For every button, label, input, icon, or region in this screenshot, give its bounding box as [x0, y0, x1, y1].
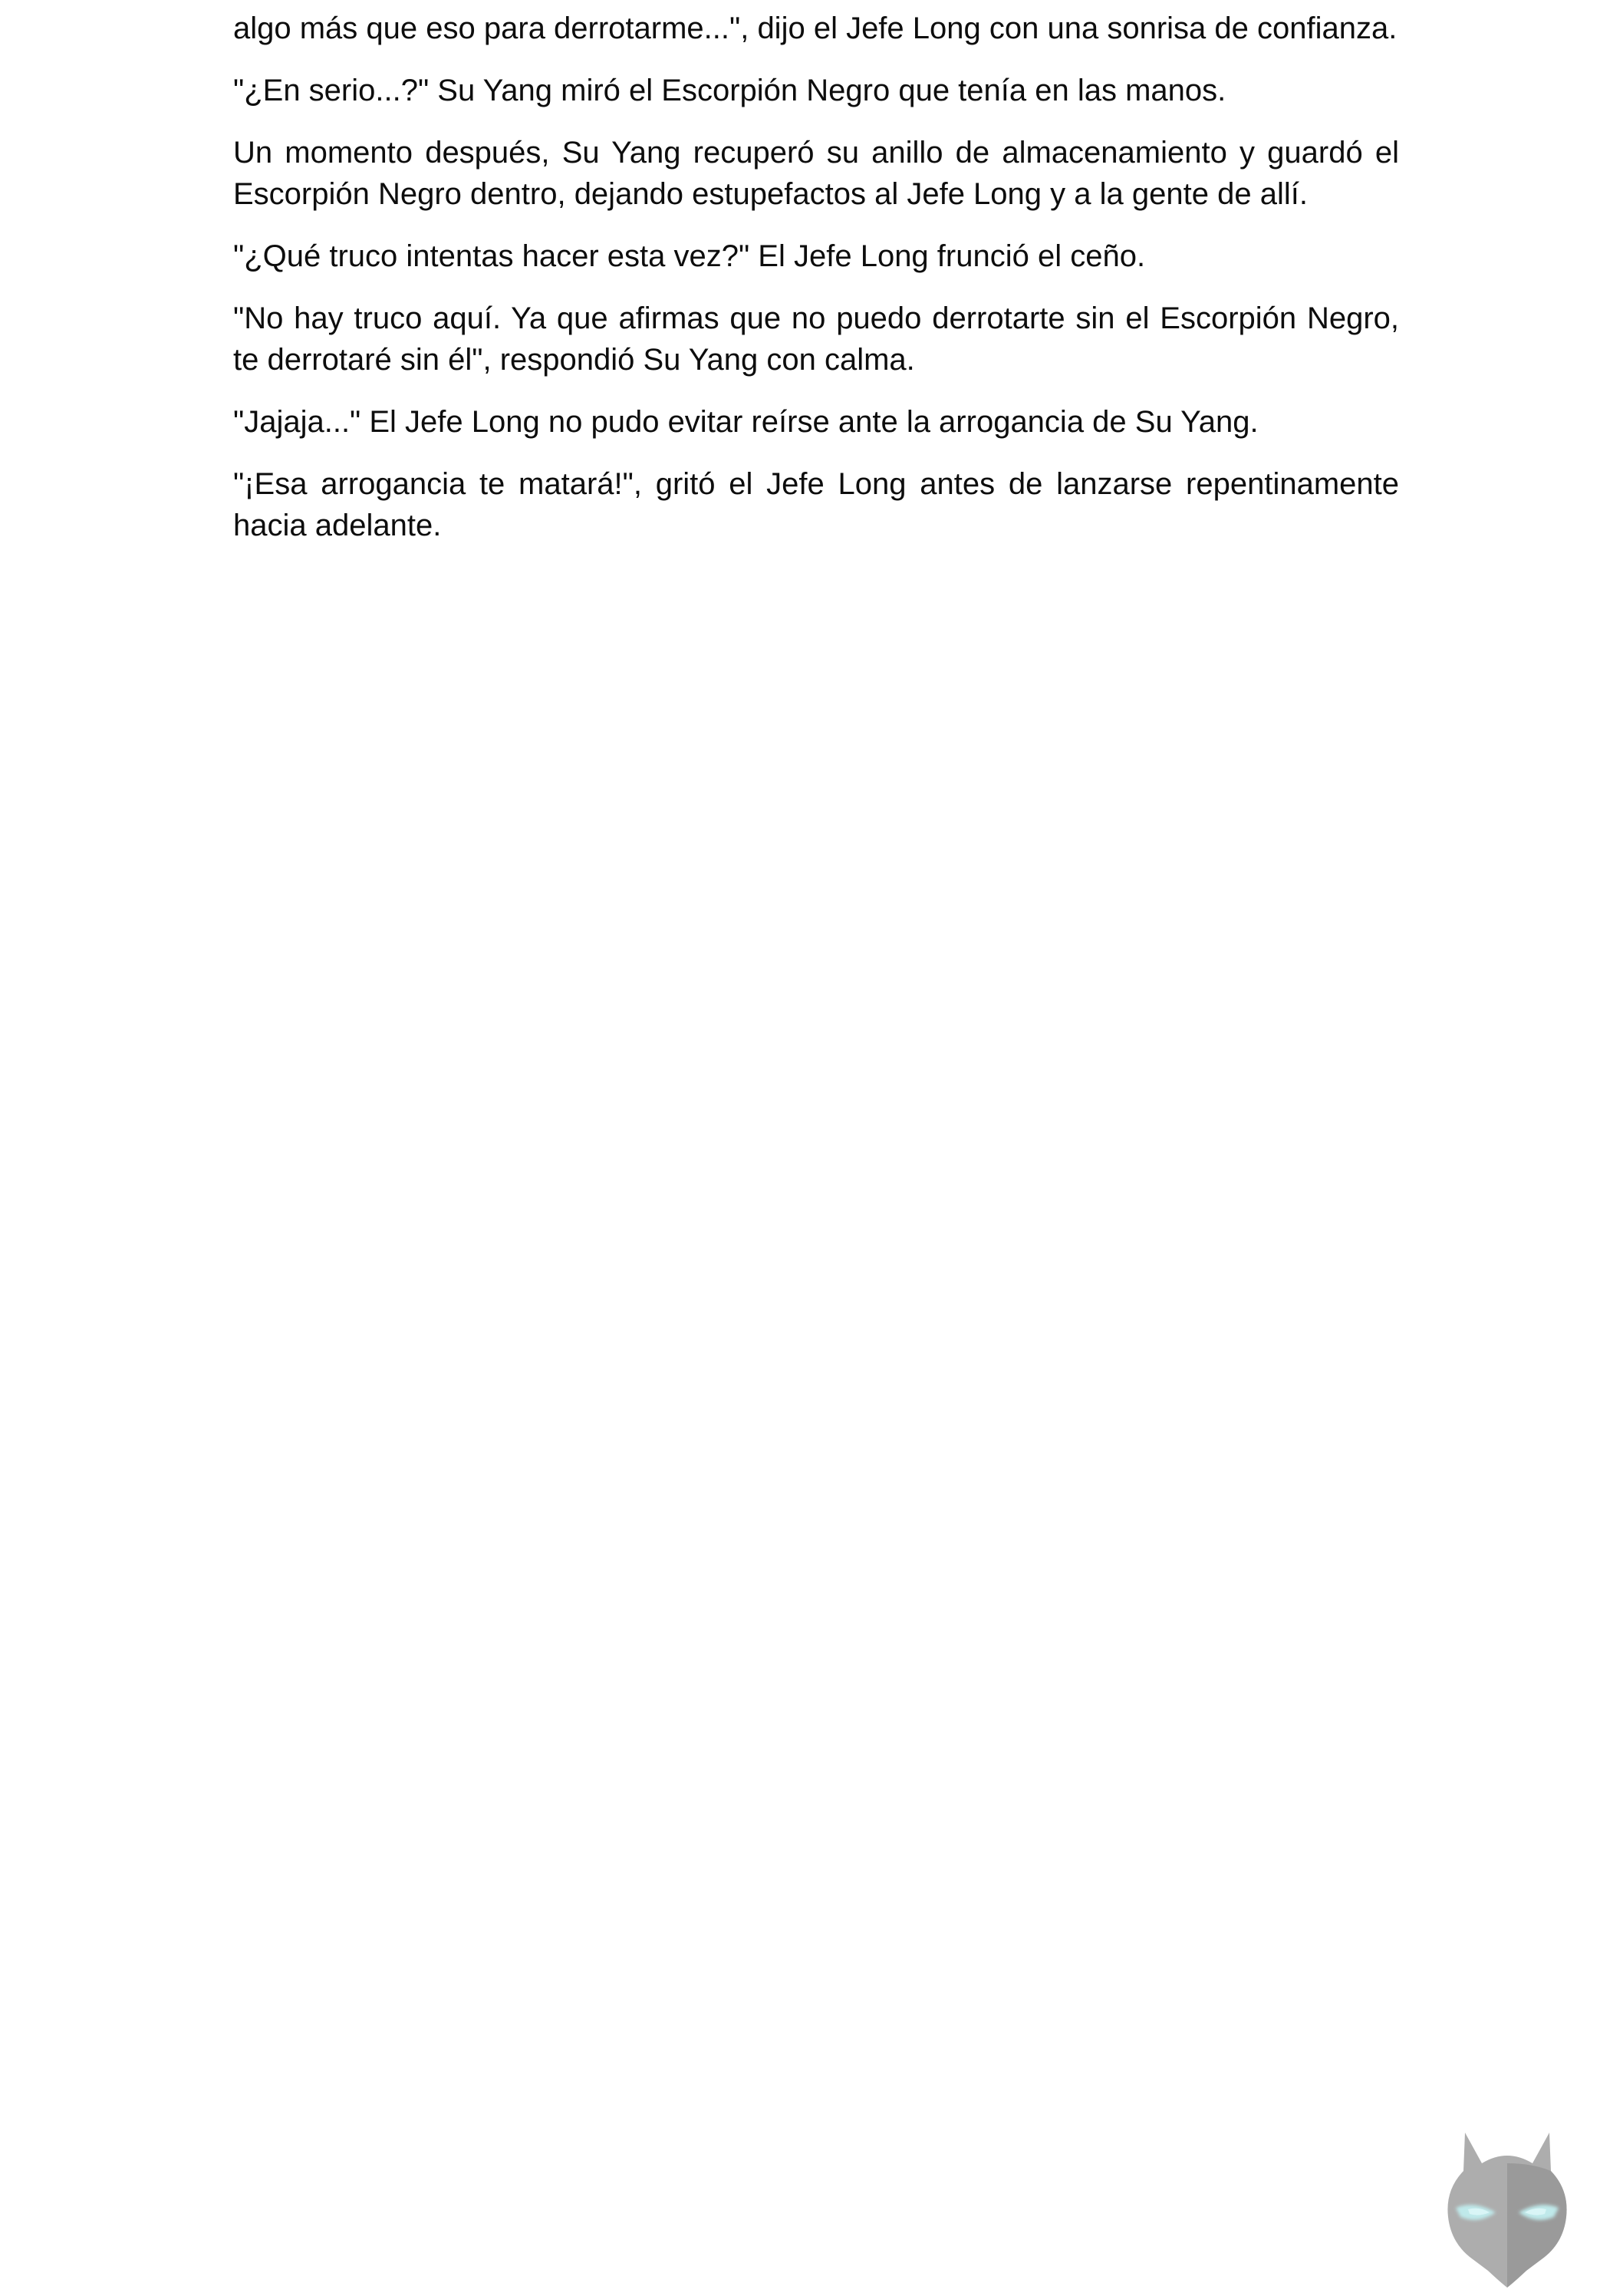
- watermark-logo: [1434, 2117, 1580, 2290]
- paragraph: "¿En serio...?" Su Yang miró el Escorpión Negro que tenía en las manos.: [233, 74, 1226, 107]
- paragraph: "¿Qué truco intentas hacer esta vez?" El Jefe Long frunció el ceño.: [233, 239, 1146, 273]
- demon-head-icon: [1434, 2117, 1580, 2290]
- document-body: [233, 0, 1399, 567]
- paragraph: "Jajaja..." El Jefe Long no pudo evitar reírse ante la arrogancia de Su Yang.: [233, 405, 1259, 439]
- paragraph: "No hay truco aquí. Ya que afirmas que no puedo derrotarte sin el Escorpión Negro, te derrotaré sin él", respondió Su Yang con calma.: [233, 301, 1399, 377]
- paragraph: Un momento después, Su Yang recuperó su anillo de almacenamiento y guardó el Escorpión Negro dentro, dejando estupefactos al Jefe Long y a la gente de allí.: [233, 136, 1399, 211]
- paragraph: "¡Esa arrogancia te matará!", gritó el Jefe Long antes de lanzarse repentinamente hacia adelante.: [233, 467, 1399, 542]
- paragraph: algo más que eso para derrotarme...", dijo el Jefe Long con una sonrisa de confianza.: [233, 12, 1397, 45]
